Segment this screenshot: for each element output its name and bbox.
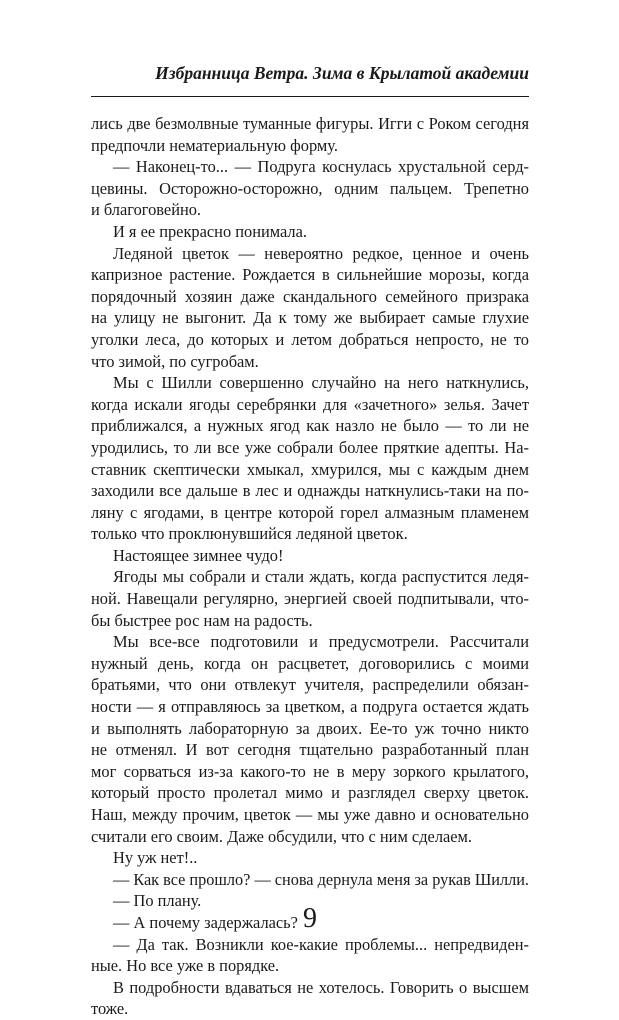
text-line: Мы все-все подготовили и предусмотрели. Рассчитали — [113, 632, 529, 652]
text-line: приближался, а нужных ягод как назло не было — то ли не — [91, 416, 529, 436]
text-line: что зимой, по сугробам. — [91, 351, 259, 371]
text-line: — Да так. Возникли кое-какие проблемы... непредвиден- — [113, 934, 529, 954]
text-line: уродились, то ли все уже собрали более пряткие адепты. На- — [91, 437, 529, 457]
text-line: Ледяной цветок — невероятно редкое, ценное и очень — [113, 243, 529, 263]
text-line: и выполнять лабораторную за двоих. Ее-то уж точно никто — [91, 718, 529, 738]
text-line: и благоговейно. — [91, 200, 202, 220]
text-line: цевины. Осторожно-осторожно, одним пальцем. Трепетно — [91, 178, 529, 198]
text-line: — Как все прошло? — снова дернула меня за рукав Шилли. — [113, 869, 529, 889]
text-line: когда искали ягоды серебрянки для «зачетного» зелья. Зачет — [91, 394, 529, 414]
text-line: мог сорваться из-за какого-то не в меру зоркого крылатого, — [91, 761, 529, 781]
text-line: порядочный хозяин даже скандального семейного призрака — [91, 286, 529, 306]
text-line: уголки леса, до которых и летом добраться непросто, не то — [91, 329, 529, 349]
text-line: тоже. — [91, 999, 129, 1019]
text-line: не отменял. И вот сегодня тщательно разработанный план — [91, 740, 529, 760]
text-line: Наш, между прочим, цветок — мы уже давно и основательно — [91, 805, 529, 824]
text-line: только что проклюнувшийся ледяной цветок. — [91, 524, 408, 544]
text-line: бы быстрее рос нам на радость. — [91, 610, 313, 630]
header-rule — [91, 96, 529, 97]
text-line: ные. Но все уже в порядке. — [91, 956, 280, 976]
text-line: на улицу не выгонит. Да к тому же выбирает самые глухие — [91, 308, 529, 328]
text-line: Настоящее зимнее чудо! — [113, 545, 284, 565]
text-line: — А почему задержалась? — [113, 912, 298, 932]
text-line: лись две безмолвные туманные фигуры. Игги с Роком сегодня — [91, 114, 529, 133]
text-line: В подробности вдаваться не хотелось. Говорить о высшем — [113, 977, 529, 997]
body-text — [91, 113, 529, 1020]
text-line: заходили все дальше в лес и однажды наткнулись-таки на по- — [91, 481, 529, 501]
running-title: Избранница Ветра. Зима в Крылатой академии — [155, 63, 529, 83]
text-line: который просто пролетал мимо и разглядел сверху цветок. — [91, 783, 529, 803]
text-line: считали его своим. Даже обсудили, что с ним сделаем. — [91, 826, 473, 846]
text-line: капризное растение. Рождается в сильнейшие морозы, когда — [91, 265, 529, 285]
page-number: 9 — [303, 903, 317, 934]
text-line: Мы с Шилли совершенно случайно на него наткнулись, — [113, 373, 529, 393]
text-line: предпочли нематериальную форму. — [91, 135, 338, 155]
text-line: нужный день, когда он расцветет, договорились с моими — [91, 653, 529, 673]
text-line: Ягоды мы собрали и стали ждать, когда распустится ледя- — [113, 567, 529, 587]
text-line: И я ее прекрасно понимала. — [113, 221, 307, 241]
text-line: ной. Навещали регулярно, энергией своей подпитывали, что- — [91, 589, 529, 609]
text-line: — Наконец-то... — Подруга коснулась хрустальной серд- — [113, 157, 529, 177]
text-line: ности — я отправляюсь за цветком, а подруга остается ждать — [91, 697, 529, 717]
text-line: — По плану. — [113, 891, 202, 911]
text-line: братьями, что они отвлекут учителя, распределили обязан- — [91, 675, 529, 695]
text-line: Ну уж нет!.. — [113, 848, 198, 868]
text-line: ставник скептически хмыкал, хмурился, мы с каждым днем — [91, 459, 529, 479]
text-line: ляну с ягодами, в центре которой горел алмазным пламенем — [91, 502, 529, 522]
